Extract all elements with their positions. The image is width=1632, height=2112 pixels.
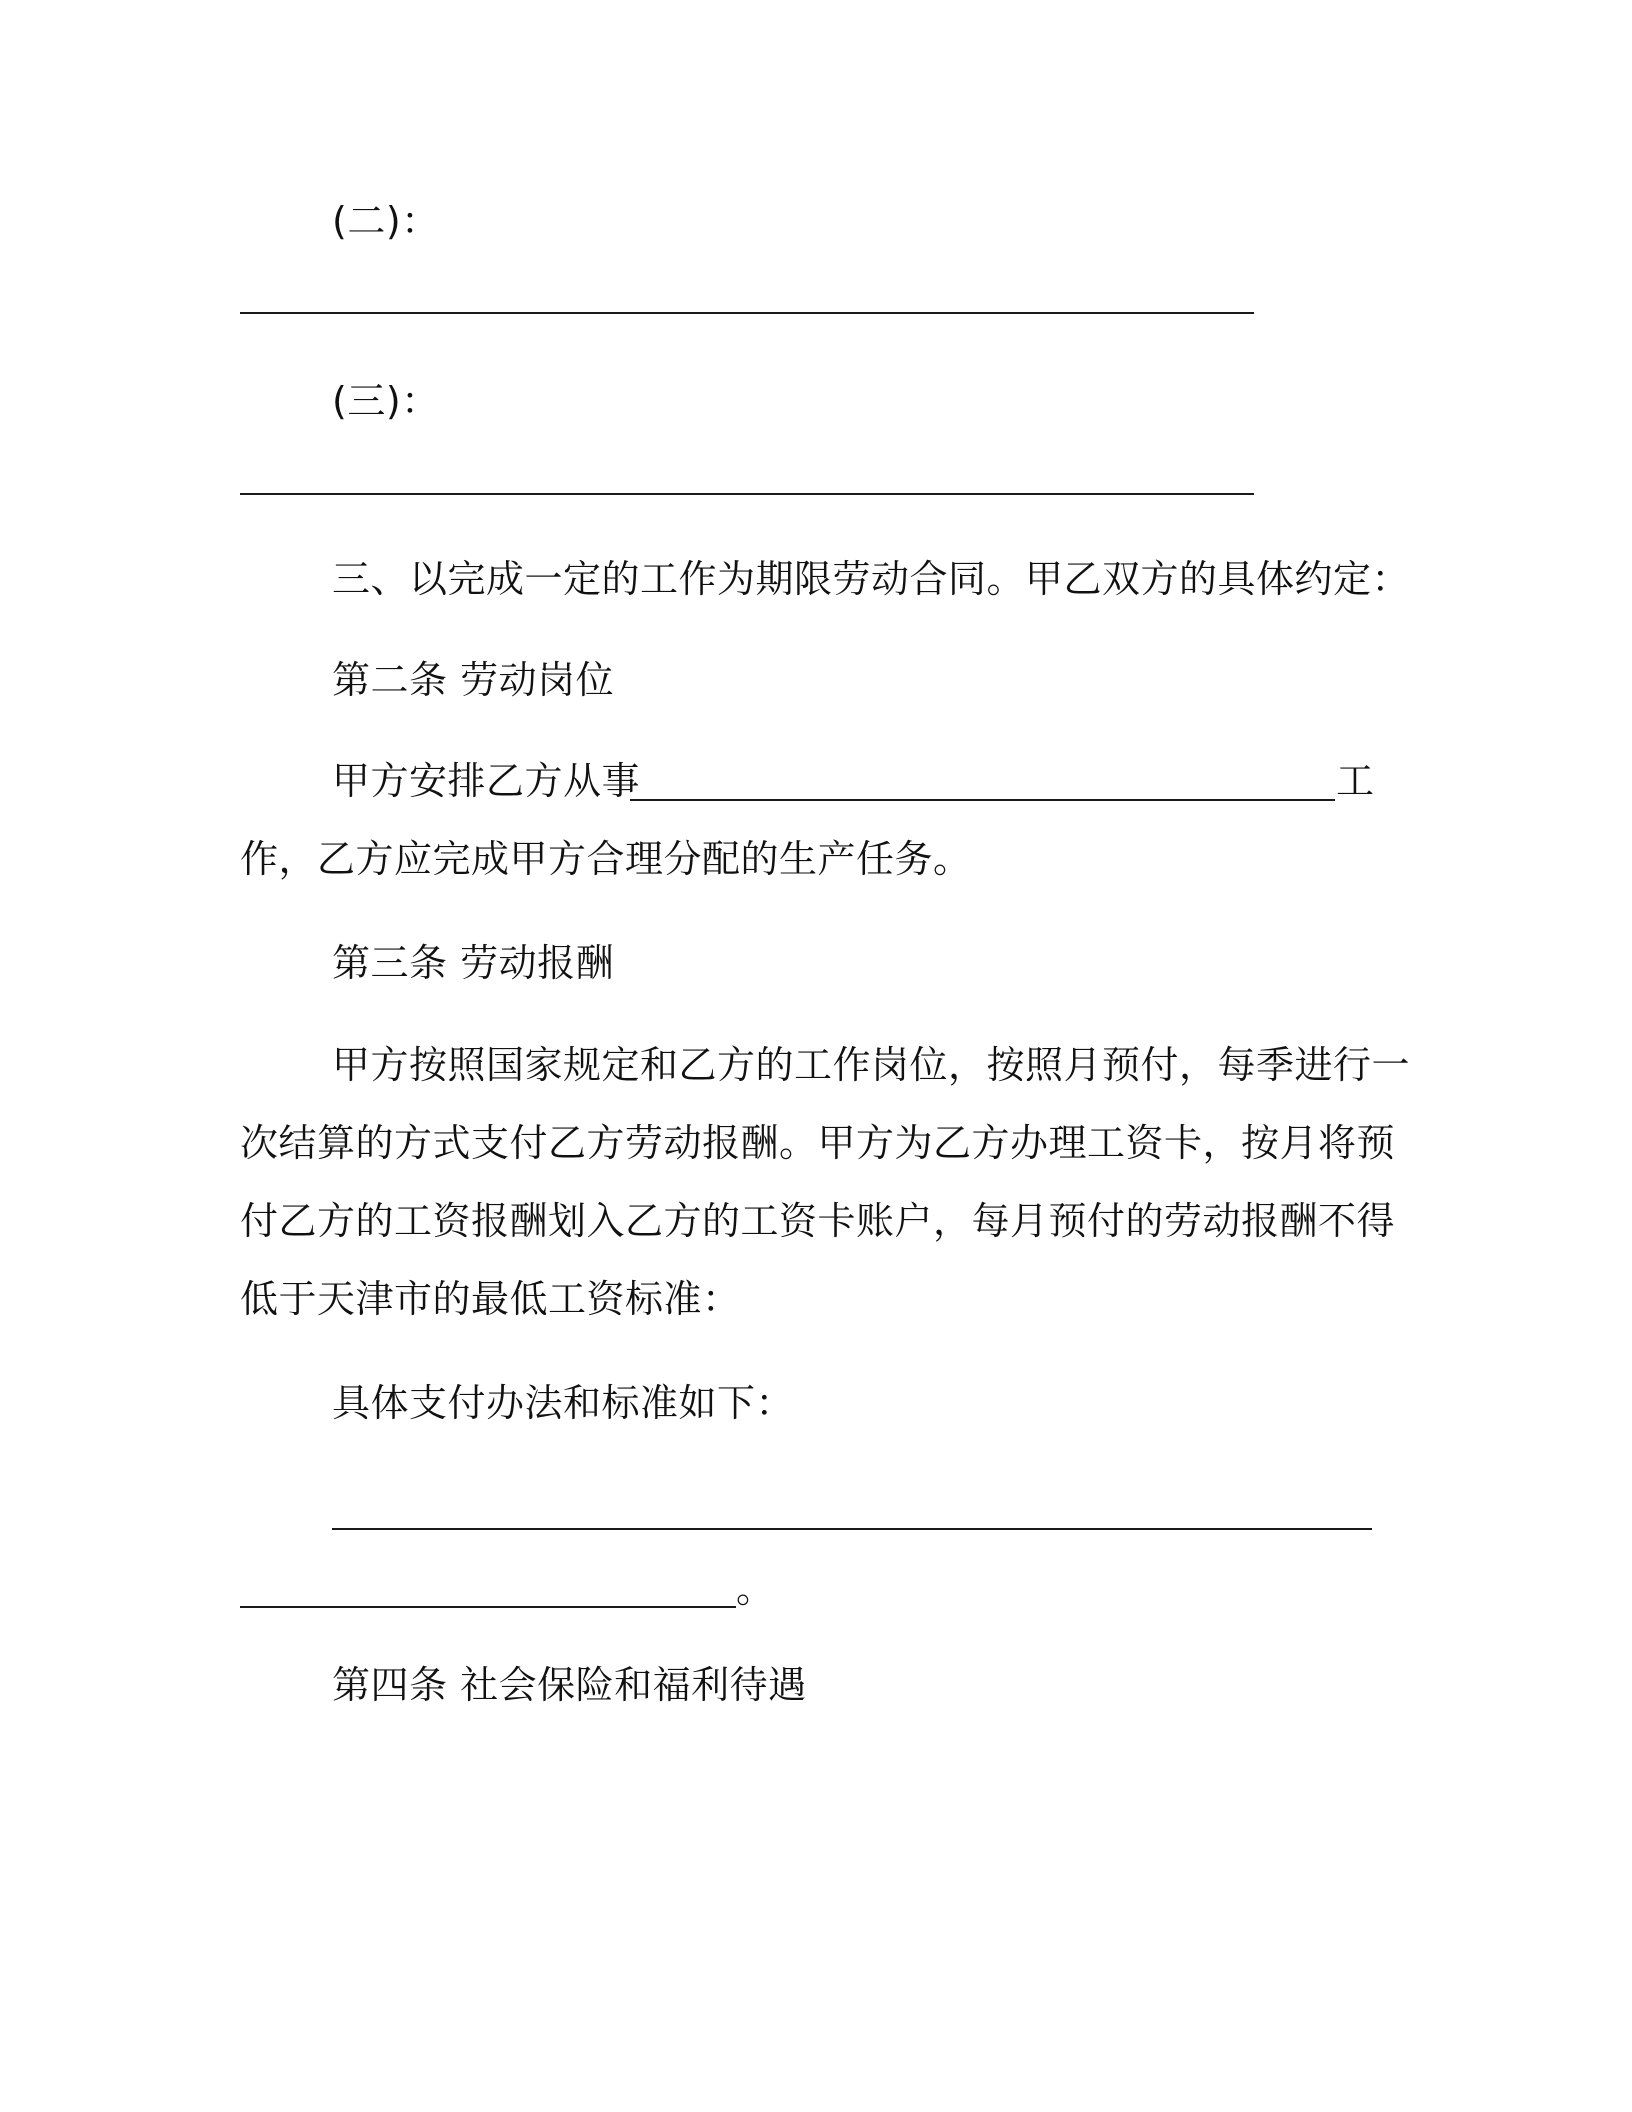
item-three-label: (三)： bbox=[332, 379, 440, 423]
article-two-title: 第二条 劳动岗位 bbox=[332, 658, 615, 702]
article-three-paragraph-line2: 次结算的方式支付乙方劳动报酬。甲方为乙方办理工资卡，按月将预 bbox=[240, 1121, 1396, 1165]
item-two-label: (二)： bbox=[332, 199, 440, 243]
article-two-line2: 作，乙方应完成甲方合理分配的生产任务。 bbox=[240, 837, 972, 881]
payment-blank-line2 bbox=[240, 1606, 736, 1608]
item-two-blank-line bbox=[240, 312, 1254, 314]
payment-method-label: 具体支付办法和标准如下： bbox=[332, 1381, 795, 1425]
article-two-line1-end: 工 bbox=[1336, 759, 1375, 803]
article-three-paragraph-line3: 付乙方的工资报酬划入乙方的工资卡账户，每月预付的劳动报酬不得 bbox=[240, 1199, 1396, 1243]
article-two-line1-start: 甲方安排乙方从事 bbox=[332, 759, 641, 803]
article-three-title: 第三条 劳动报酬 bbox=[332, 941, 615, 985]
article-four-title: 第四条 社会保险和福利待遇 bbox=[332, 1663, 807, 1707]
payment-blank-line1 bbox=[332, 1528, 1372, 1530]
article-two-job-blank bbox=[630, 799, 1335, 801]
item-three-blank-line bbox=[240, 493, 1254, 495]
article-three-paragraph-line1: 甲方按照国家规定和乙方的工作岗位，按照月预付，每季进行一 bbox=[332, 1043, 1411, 1087]
payment-end-mark: 。 bbox=[736, 1567, 775, 1611]
article-three-paragraph-line4: 低于天津市的最低工资标准： bbox=[240, 1277, 741, 1321]
section-three-heading: 三、以完成一定的工作为期限劳动合同。甲乙双方的具体约定： bbox=[332, 557, 1411, 601]
